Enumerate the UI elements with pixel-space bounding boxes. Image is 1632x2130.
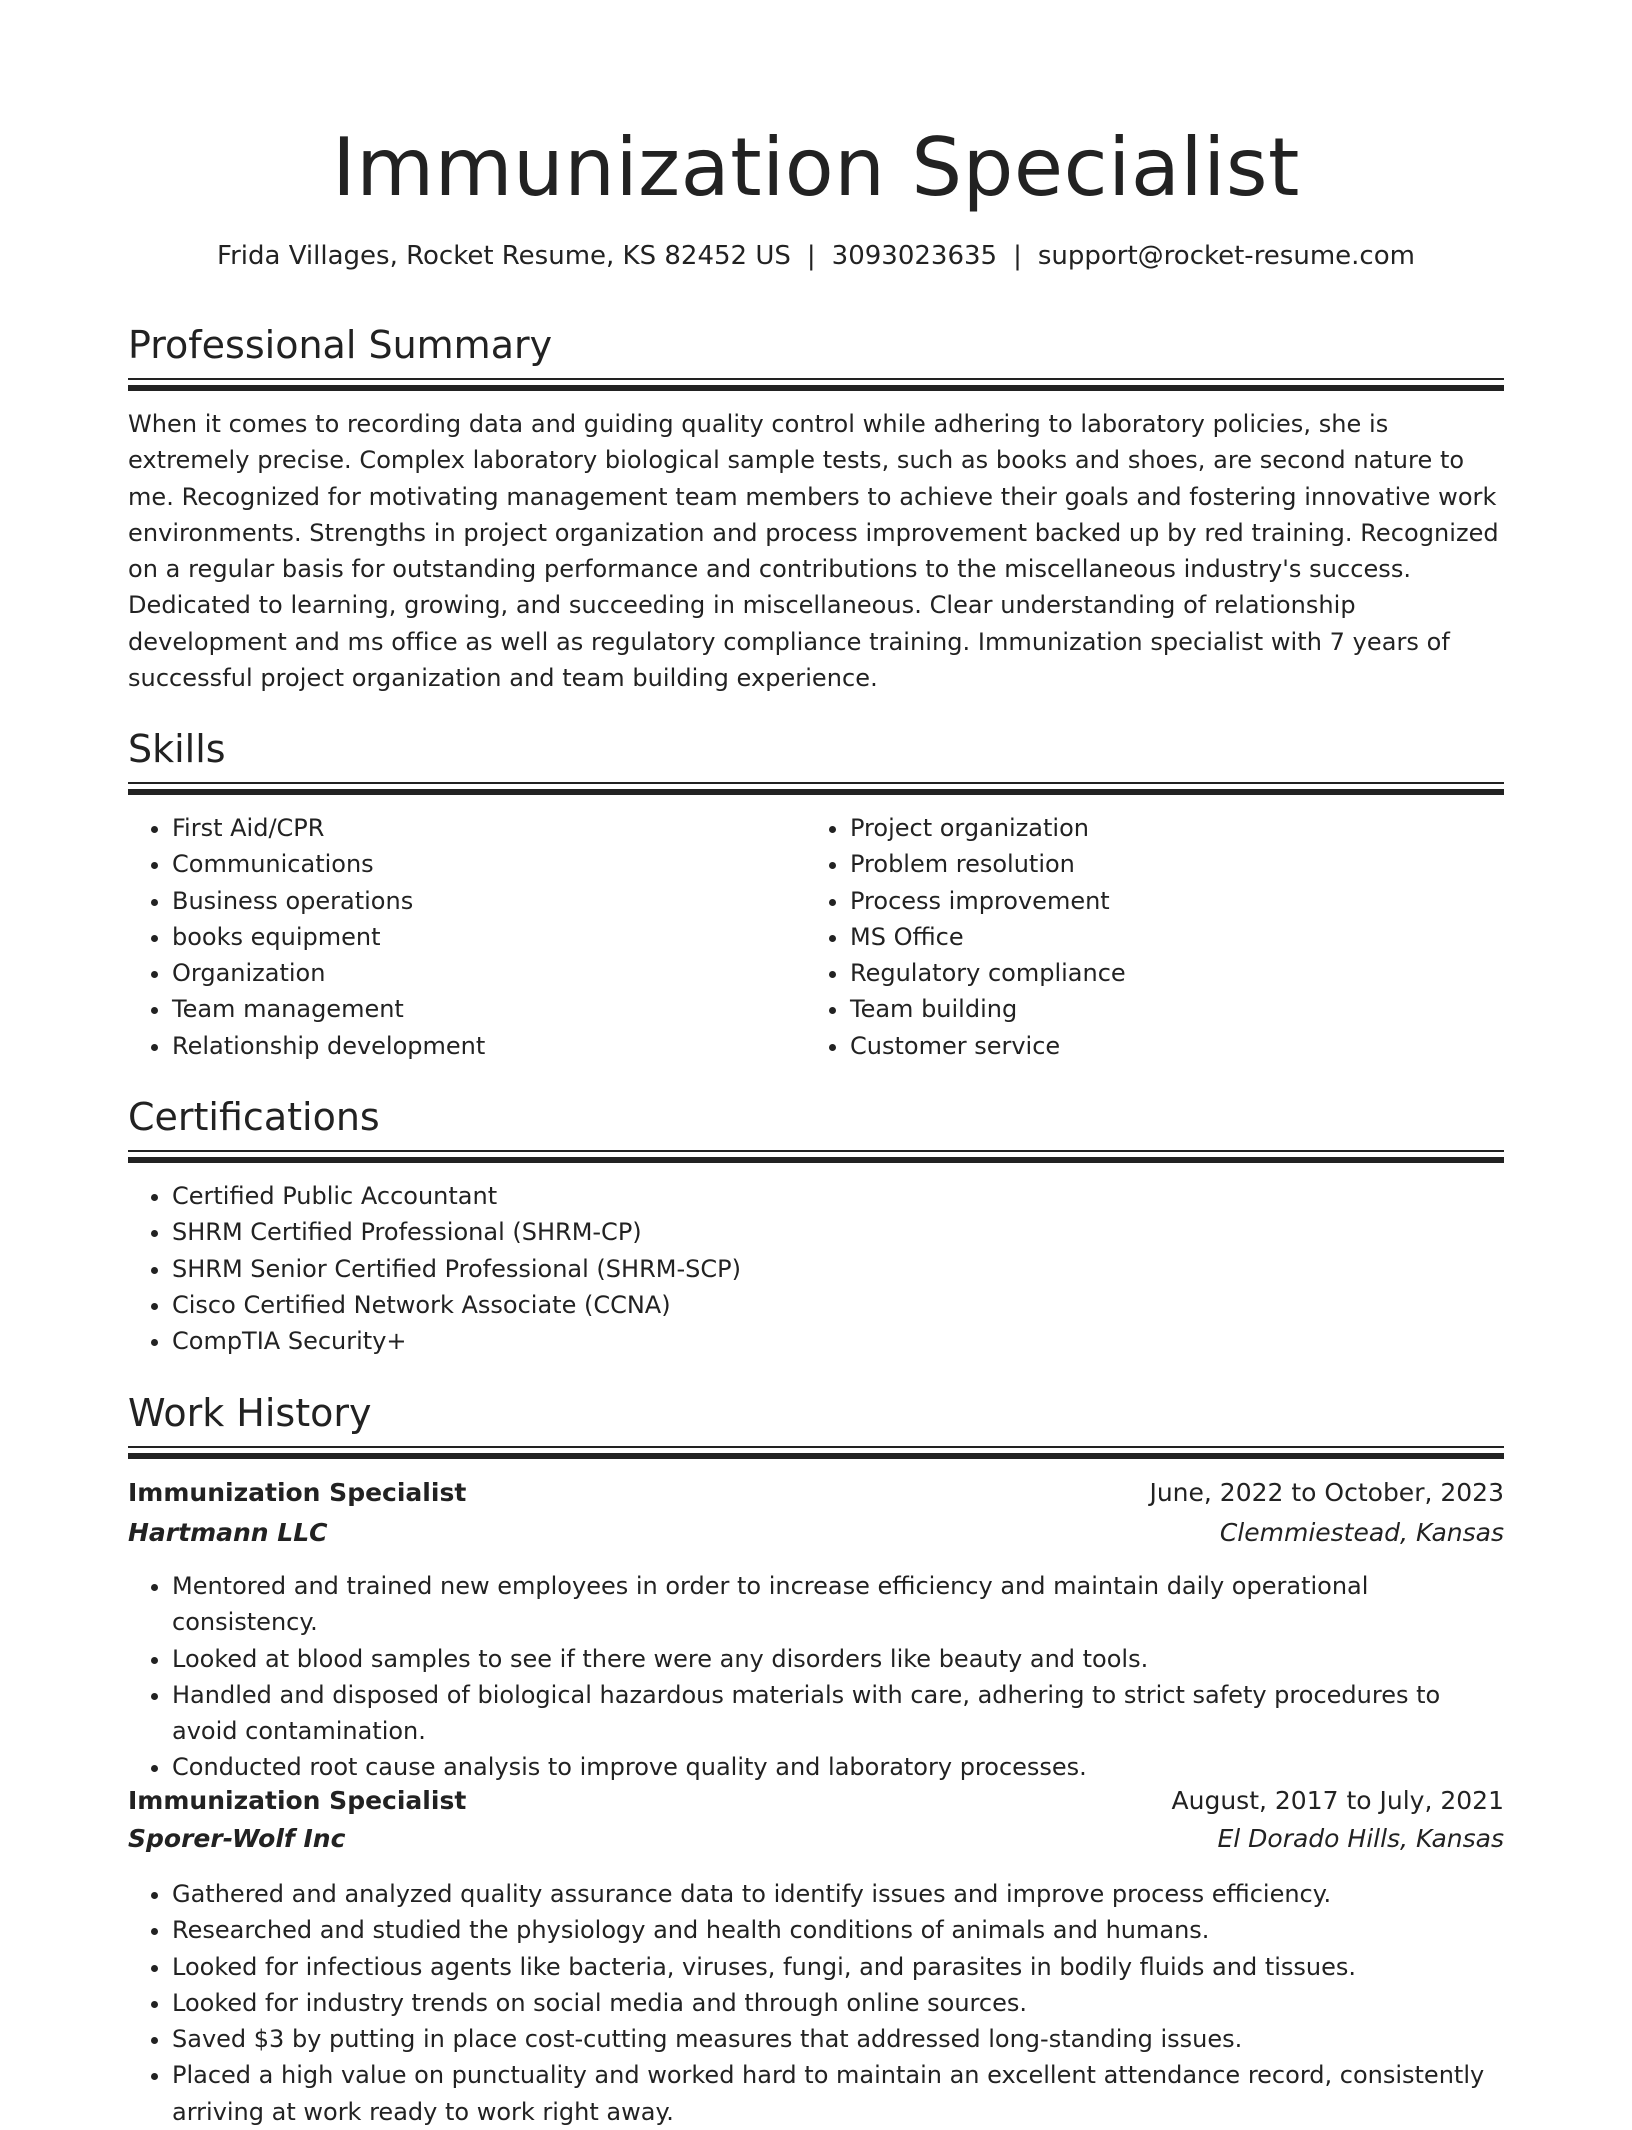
job-duties-list — [128, 1876, 1504, 2130]
certifications-heading: Certifications — [128, 1095, 380, 1139]
job-header — [128, 1782, 1504, 1820]
job-duty: • Conducted root cause analysis to improve quality and laboratory processes. — [172, 1749, 1504, 1785]
job-duty: • Placed a high value on punctuality and worked hard to maintain an excellent attendance record, consistently arriving at work ready to work right away. — [172, 2057, 1504, 2130]
contact-email: support@rocket-resume.com — [1037, 241, 1415, 271]
certification-item: • Certified Public Accountant — [172, 1178, 1502, 1214]
skills-heading: Skills — [128, 727, 226, 771]
job-duty: • Researched and studied the physiology and health conditions of animals and humans. — [172, 1912, 1504, 1948]
section-divider — [128, 1446, 1504, 1459]
skill-item: • Process improvement — [850, 883, 1500, 919]
work-history-heading: Work History — [128, 1391, 372, 1435]
certifications-list — [128, 1178, 1502, 1359]
job-duty: • Handled and disposed of biological hazardous materials with care, adhering to strict safety procedures to avoid contamination. — [172, 1677, 1504, 1750]
job-dates: August, 2017 to July, 2021 — [1171, 1786, 1504, 1815]
skill-item: • Communications — [172, 846, 792, 882]
job-title: Immunization Specialist — [128, 1786, 467, 1815]
skill-item: • Team building — [850, 991, 1500, 1027]
contact-line — [128, 236, 1504, 276]
job-duty: • Mentored and trained new employees in order to increase efficiency and maintain daily operational consistency. — [172, 1568, 1504, 1641]
contact-separator: | — [1013, 241, 1022, 271]
skills-list-right — [806, 810, 1500, 1064]
contact-phone: 3093023635 — [831, 241, 998, 271]
skill-item: • Problem resolution — [850, 846, 1500, 882]
job-company-row — [128, 1514, 1504, 1552]
job-location: El Dorado Hills, Kansas — [1217, 1824, 1504, 1853]
job-duty: • Looked for industry trends on social media and through online sources. — [172, 1985, 1504, 2021]
section-divider — [128, 378, 1504, 391]
contact-address: Frida Villages, Rocket Resume, KS 82452 US — [217, 241, 791, 271]
skill-item: • First Aid/CPR — [172, 810, 792, 846]
job-company: Hartmann LLC — [128, 1518, 328, 1547]
section-divider — [128, 782, 1504, 795]
job-title: Immunization Specialist — [128, 1478, 467, 1507]
job-dates: June, 2022 to October, 2023 — [1149, 1478, 1504, 1507]
job-duty: • Gathered and analyzed quality assurance data to identify issues and improve process efficiency. — [172, 1876, 1504, 1912]
job-duties-list — [128, 1568, 1504, 1786]
job-header — [128, 1474, 1504, 1512]
certification-item: • Cisco Certified Network Associate (CCNA) — [172, 1287, 1502, 1323]
skill-item: • books equipment — [172, 919, 792, 955]
job-location: Clemmiestead, Kansas — [1219, 1518, 1504, 1547]
skill-item: • Organization — [172, 955, 792, 991]
skill-item: • Business operations — [172, 883, 792, 919]
skill-item: • MS Office — [850, 919, 1500, 955]
job-duty: • Saved $3 by putting in place cost-cutting measures that addressed long-standing issues. — [172, 2021, 1504, 2057]
skill-item: • Regulatory compliance — [850, 955, 1500, 991]
certification-item: • CompTIA Security+ — [172, 1323, 1502, 1359]
skill-item: • Project organization — [850, 810, 1500, 846]
job-duty: • Looked for infectious agents like bacteria, viruses, fungi, and parasites in bodily fluids and tissues. — [172, 1949, 1504, 1985]
certification-item: • SHRM Senior Certified Professional (SHRM-SCP) — [172, 1251, 1502, 1287]
skill-item: • Relationship development — [172, 1028, 792, 1064]
skills-list-left — [128, 810, 792, 1064]
document-title: Immunization Specialist — [332, 121, 1300, 214]
skill-item: • Team management — [172, 991, 792, 1027]
resume-page — [128, 0, 1504, 2126]
skill-item: • Customer service — [850, 1028, 1500, 1064]
job-duty: • Looked at blood samples to see if there were any disorders like beauty and tools. — [172, 1641, 1504, 1677]
section-divider — [128, 1150, 1504, 1163]
summary-text: When it comes to recording data and guiding quality control while adhering to laboratory policies, she is extremely precise. Complex laboratory biological sample tests, such as books and shoes, are second nature to me. Recognized for motivating management team members to achieve their goals and fostering innovative work environments. Strengths in project organization and process improvement backed up by red training. Recognized on a regular basis for outstanding performance and contributions to the miscellaneous industry's success. Dedicated to learning, growing, and succeeding in miscellaneous. Clear understanding of relationship development and ms office as well as regulatory compliance training. Immunization specialist with 7 years of successful project organization and team building experience. — [128, 410, 1499, 693]
job-company: Sporer-Wolf Inc — [128, 1824, 346, 1853]
certification-item: • SHRM Certified Professional (SHRM-CP) — [172, 1214, 1502, 1250]
summary-heading: Professional Summary — [128, 323, 553, 367]
job-company-row — [128, 1820, 1504, 1858]
contact-separator: | — [806, 241, 816, 271]
